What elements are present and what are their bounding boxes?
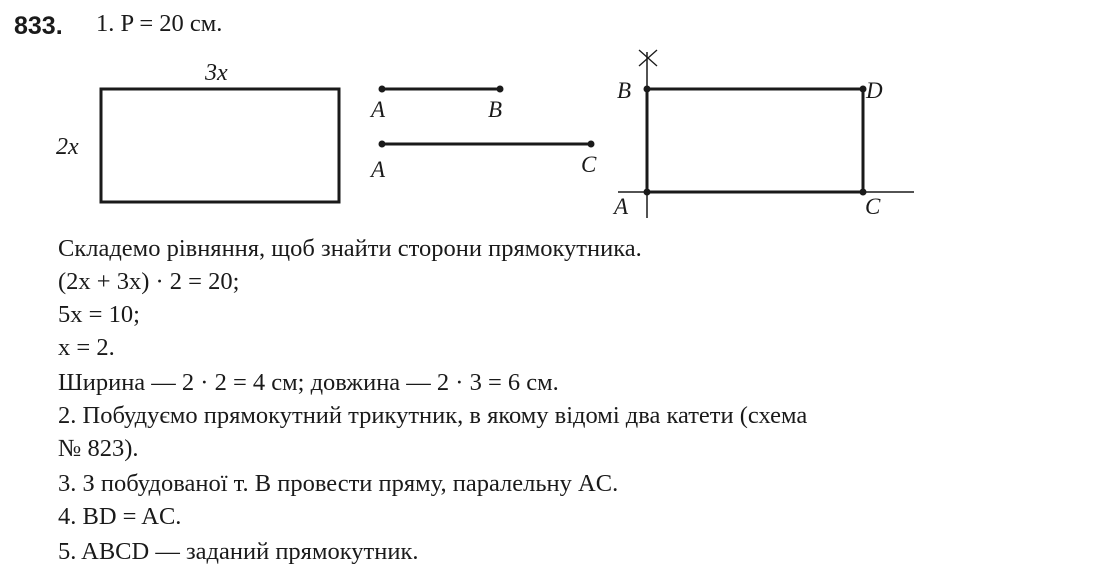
label-seg1-start: A [371,97,386,122]
label-seg2-start: A [371,157,386,182]
label-seg2-end: C [581,152,597,177]
text-line-1: Складемо рівняння, щоб знайти сторони прямокутника. [58,235,642,262]
text-line-2: (2x + 3x) · 2 = 20; [58,268,240,295]
problem-number: 833. [14,12,63,40]
label-seg1-end: B [488,97,503,122]
point-A1 [379,86,386,93]
text-line-9: 4. BD = AC. [58,503,182,530]
point-B [644,86,651,93]
text-line-7: № 823). [58,435,139,462]
label-rect-D: D [866,78,883,103]
text-line-4: x = 2. [58,334,115,361]
text-line-8: 3. З побудованої т. B провести пряму, паралельну AC. [58,470,619,497]
item1-header: 1. P = 20 см. [96,10,223,37]
rectangle-sketch [101,89,339,202]
rectangle-ABCD [647,89,863,192]
label-rect-A: A [614,194,629,219]
point-B1 [497,86,504,93]
label-rect-B: B [617,78,632,103]
label-rect-C: C [865,194,881,219]
text-line-3: 5x = 10; [58,301,140,328]
label-left-side: 2x [56,134,79,160]
label-top-side: 3x [205,60,228,86]
text-line-5: Ширина — 2 · 2 = 4 см; довжина — 2 · 3 = 6 см. [58,369,559,396]
point-C2 [588,141,595,148]
text-line-10: 5. ABCD — заданий прямокутник. [58,538,419,565]
text-line-6: 2. Побудуємо прямокутний трикутник, в якому відомі два катети (схема [58,402,808,429]
point-A [644,189,651,196]
figures [0,0,1100,240]
point-A2 [379,141,386,148]
